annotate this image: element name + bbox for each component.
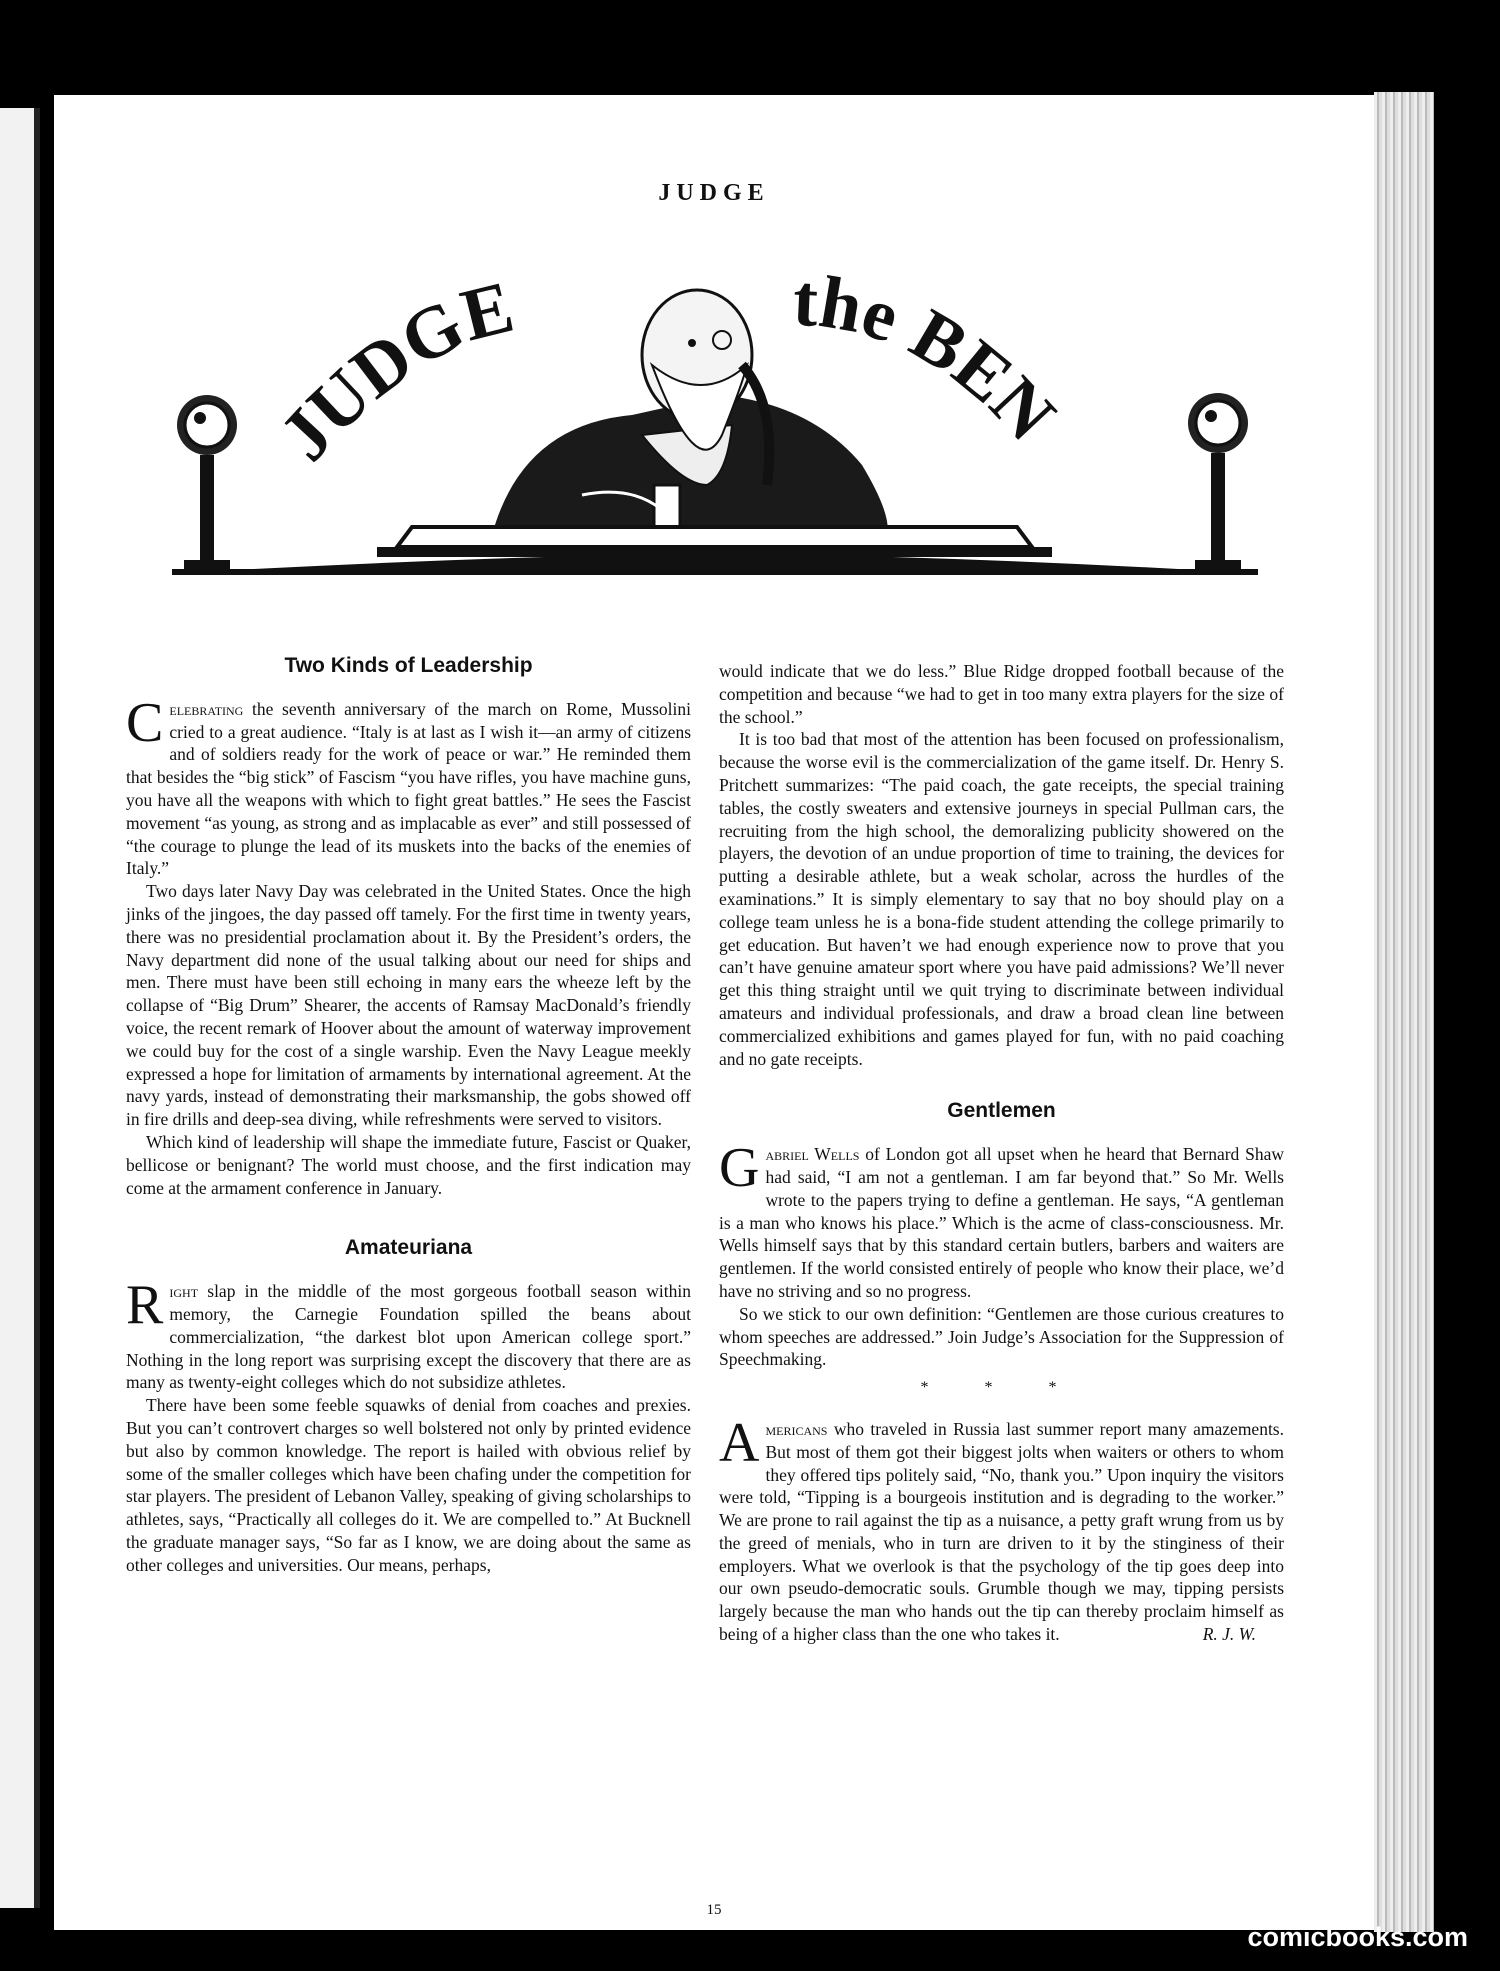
paragraph xyxy=(126,1274,691,1394)
paragraph xyxy=(719,1411,1284,1646)
small-caps-opening: elebrating xyxy=(169,698,244,719)
paragraph: Two days later Navy Day was celebrated in the United States. Once the high jinks of the jingoes, the day passed off tamely. For the first time in twenty years, there was no presidential proclamation about it. By the President’s orders, the Navy department did none of the usual talking about our need for ships and men. There must have been still echoing in many ears the wheeze left by the collapse of “Big Drum” Shearer, the accents of Ramsay MacDonald’s friendly voice, the recent remark of Hoover about the amount of waterway improvement we could buy for the cost of a single warship. Even the Navy League meekly expressed a hope for limitation of armaments by international agreement. At the navy yards, instead of demonstrating their marksmanship, the gobs showed off in fire drills and deep-sea diving, while refreshments were served to visitors. xyxy=(126,881,691,1130)
paragraph: There have been some feeble squawks of denial from coaches and prexies. But you can’t controvert charges so well bolstered not only by printed evidence but also by common knowledge. The report is hailed with obvious relief by some of the smaller colleges which have been chafing under the competition for star players. The president of Lebanon Valley, speaking of giving scholarships to athletes, says, “Practically all colleges do it. We are compelled to.” At Bucknell the graduate manager says, “So far as I know, we are doing about the same as other colleges and universities. Our means, perhaps, xyxy=(126,1395,691,1575)
watermark: comicbooks.com xyxy=(1247,1922,1468,1952)
paragraph: So we stick to our own definition: “Gentlemen are those curious creatures to whom speeches are addressed.” Join Judge’s Association for the Suppression of Speechmaking. xyxy=(719,1303,1284,1370)
small-caps-name: Wells xyxy=(808,1144,860,1165)
judge-bench xyxy=(172,527,1258,575)
banner-title-right: the BEN xyxy=(791,259,1071,457)
page-stack-edge xyxy=(1374,92,1434,1932)
small-caps-opening: ight xyxy=(169,1281,199,1302)
section-title-gentlemen: Gentlemen xyxy=(947,1099,1056,1123)
small-caps-opening: mericans xyxy=(765,1418,828,1439)
drop-cap: G xyxy=(719,1137,760,1200)
paragraph-text: who traveled in Russia last summer report many amazements. But most of them got their biggest jolts when waiters or others to whom they offered tips politely said, “No, thank you.” Upon inquiry the visitors were told, “Tipping is a bourgeois institution and is degrading to the worker.” We are prone to rail against the tip as a nuisance, a petty graft wrung from us by the greed of menials, who in turn are driven to it by the stinginess of their employers. What we overlook is that the psychology of the tip goes deep into our own pseudo-democratic souls. Grumble though we may, tipping persists largely because the man who hands out the tip can thereby proclaim himself as being of a higher class than the one who takes it. xyxy=(719,1418,1284,1645)
banner-title: JUDGE xyxy=(264,265,522,477)
drop-cap: A xyxy=(719,1411,760,1474)
judge-on-the-bench-banner xyxy=(162,235,1268,615)
section-title-leadership: Two Kinds of Leadership xyxy=(284,654,533,677)
paragraph-text: of London got all upset when he heard that Bernard Shaw had said, “I am not a gentleman. I am far beyond that.” So Mr. Wells wrote to the papers trying to define a gentleman. He says, “A gentleman is a man who knows his place.” Which is the acme of class-consciousness. Mr. Wells himself says that by this standard certain butlers, barbers and waiters are gentlemen. If the world consisted entirely of people who know their place, we’d have no striving and so no progress. xyxy=(719,1144,1284,1301)
author-signature: R. J. W. xyxy=(1202,1624,1256,1645)
paragraph xyxy=(719,1137,1284,1303)
paragraph-text: slap in the middle of the most gorgeous football season within memory, the Carnegie Foundation spilled the beans about commercialization, “the darkest blot upon American college sport.” Nothing in the long report was surprising except the discovery that there are as many as twenty-eight colleges which do not subsidize athletes. xyxy=(126,1281,691,1393)
section-divider-stars: * * * xyxy=(920,1379,1083,1397)
paragraph: Which kind of leadership will shape the immediate future, Fascist or Quaker, bellicose or benignant? The world must choose, and the first indication may come at the armament conference in January. xyxy=(126,1131,691,1198)
bench-lamp-left xyxy=(177,395,237,570)
masthead: JUDGE xyxy=(658,180,770,206)
page-number: 15 xyxy=(706,1902,722,1918)
drop-cap: C xyxy=(126,691,164,754)
magazine-page xyxy=(54,95,1374,1930)
paragraph: would indicate that we do less.” Blue Ridge dropped football because of the competition and because “we had to get in too many extra players for the size of the school.” xyxy=(719,661,1284,727)
section-title-amateuriana: Amateuriana xyxy=(344,1236,473,1260)
right-column xyxy=(719,660,1284,1646)
left-column xyxy=(126,655,691,1576)
adjacent-page-edge xyxy=(0,108,40,1908)
paragraph-text: the seventh anniversary of the march on Rome, Mussolini cried to a great audience. “Italy is at last as I wish it—an army of citizens and of soldiers ready for the work of peace or war.” He reminded them that besides the “big stick” of Fascism “you have rifles, you have machine guns, you have all the weapons with which to fight great battles.” He sees the Fascist movement “as young, as strong and as implacable as ever” and still possessed of “the courage to plunge the lead of its muskets into the backs of the enemies of Italy.” xyxy=(126,698,691,879)
paragraph xyxy=(126,691,691,880)
bench-lamp-right xyxy=(1188,393,1248,570)
small-caps-opening: abriel xyxy=(765,1144,809,1165)
drop-cap: R xyxy=(126,1274,164,1337)
paragraph: It is too bad that most of the attention has been focused on professionalism, because the worse evil is the commercialization of the game itself. Dr. Henry S. Pritchett summarizes: “The paid coach, the gate receipts, the special training tables, the costly sweaters and extensive journeys in special Pullman cars, the recruiting from the high school, the demoralizing publicity showered on the players, the devotion of an undue proportion of time to training, the devices for putting a desirable athlete, but a weak scholar, across the hurdles of the examinations.” It is simply elementary to say that no boy should play on a college team unless he is a bona-fide student attending the college primarily to get education. But haven’t we had enough experience now to prove that you can’t have genuine amateur sport where you have paid admissions? We’ll never get this thing straight until we quit trying to discriminate between individual amateurs and individual professionals, and draw a broad clean line between commercialized exhibitions and games played for fun, with no paid coaching and no gate receipts. xyxy=(719,729,1284,1069)
